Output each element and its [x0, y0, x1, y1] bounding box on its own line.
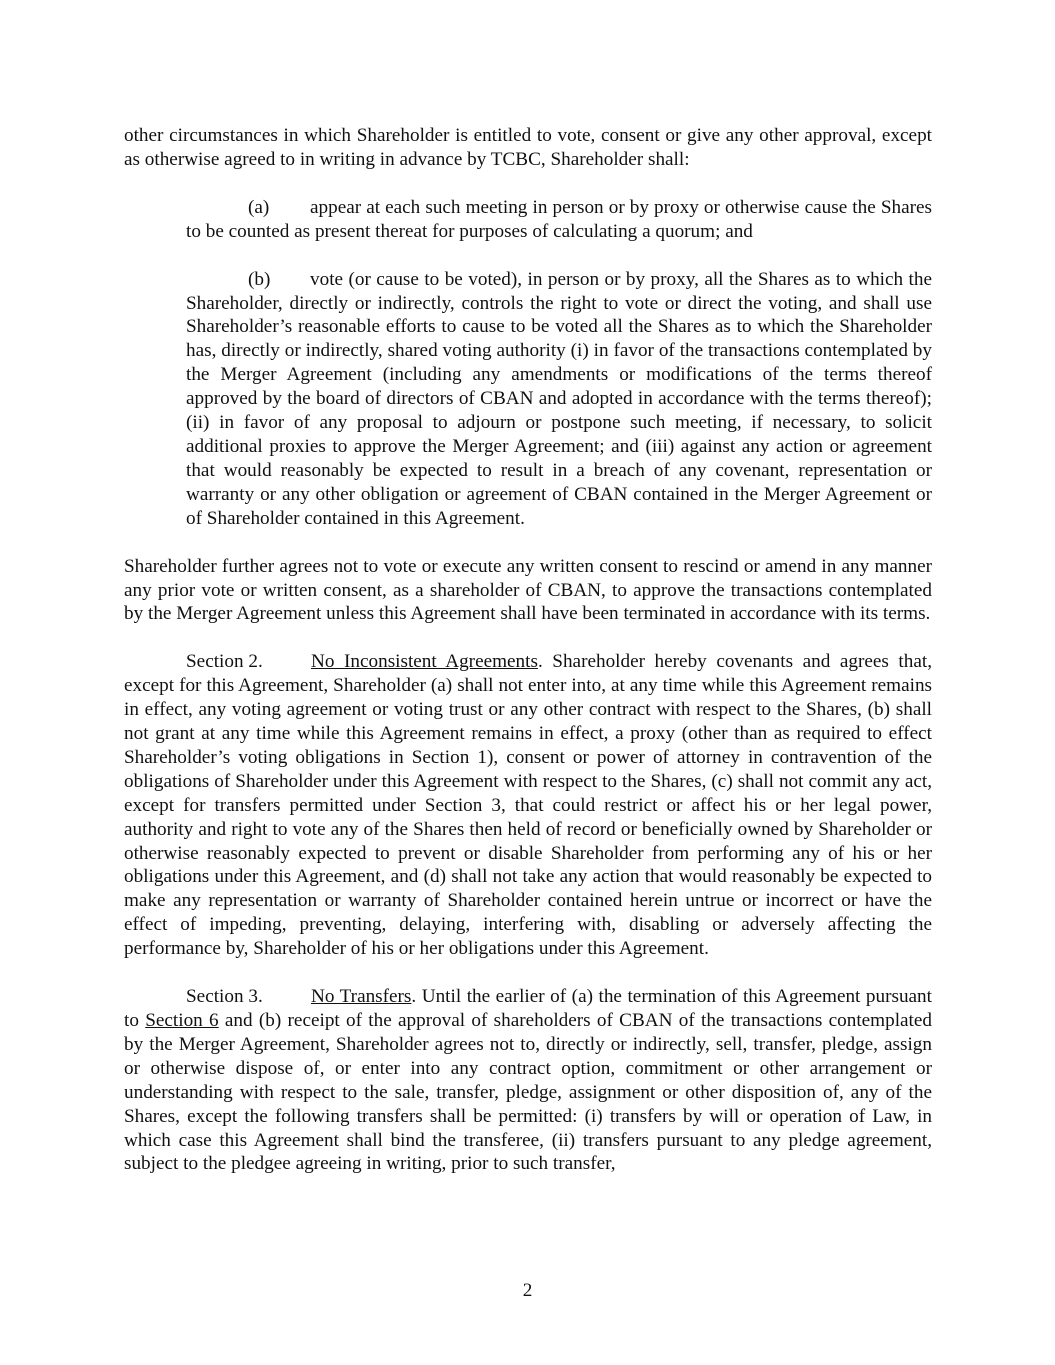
clause-a-text: appear at each such meeting in person or by proxy or otherwise cause the Shares to be counted as present thereat for purposes of calculating a quorum; and: [186, 196, 932, 242]
section-2: [124, 650, 932, 961]
document-body: [124, 124, 932, 1200]
section-2-label: Section 2.: [186, 651, 263, 673]
section-3-text-a: . Until the earlier of (a) the termination of this Agreement pursuant to: [124, 986, 932, 1031]
section-2-title: No Inconsistent Agreements: [311, 651, 538, 673]
section-3-title: No Transfers: [311, 986, 412, 1008]
section-3-label: Section 3.: [186, 986, 263, 1008]
section-6-reference: Section 6: [145, 1010, 219, 1031]
clause-b-text: vote (or cause to be voted), in person or by proxy, all the Shares as to which the Shareholder, directly or indirectly, controls the right to vote or direct the voting, and shall use Shareholder’s reasonable efforts to cause to be voted all the Shares as to which the Shareholder has, directly or indirectly, shared voting authority (i) in favor of the transactions contemplated by the Merger Agreement (including any amendments or modifications of the terms thereof approved by the board of directors of CBAN and adopted in accordance with the terms thereof); (ii) in favor of any proposal to adjourn or postpone such meeting, if necessary, to solicit additional proxies to approve the Merger Agreement; and (iii) against any action or agreement that would reasonably be expected to result in a breach of any covenant, representation or warranty or any other obligation or agreement of CBAN contained in the Merger Agreement or of Shareholder contained in this Agreement.: [186, 268, 932, 529]
clause-b-number: (b): [248, 268, 271, 290]
page-number: 2: [522, 1280, 533, 1301]
section-2-text: . Shareholder hereby covenants and agrees that, except for this Agreement, Shareholder (a) shall not enter into, at any time while this Agreement remains in effect, any voting agreement or voting trust or any other contract with respect to the Shares, (b) shall not grant at any time while this Agreement remains in effect, a proxy (other than as required to effect Shareholder’s voting obligations in Section 1), consent or power of attorney in contravention of the obligations of Shareholder under this Agreement with respect to the Shares, (c) shall not commit any act, except for transfers permitted under Section 3, that could restrict or affect his or her legal power, authority and right to vote any of the Shares then held of record or beneficially owned by Shareholder or otherwise reasonably expected to prevent or disable Shareholder from performing any of his or her obligations under this Agreement, and (d) shall not take any action that would reasonably be expected to make any representation or warranty of Shareholder contained herein untrue or incorrect or have the effect of impeding, preventing, delaying, interfering with, disabling or adversely affecting the performance by, Shareholder of his or her obligations under this Agreement.: [124, 651, 932, 960]
intro-paragraph: other circumstances in which Shareholder is entitled to vote, consent or give any other approval, except as otherwise agreed to in writing in advance by TCBC, Shareholder shall:: [124, 125, 932, 170]
clause-a-number: (a): [248, 196, 270, 218]
section-3-text-b: and (b) receipt of the approval of shareholders of CBAN of the transactions contemplated by the Merger Agreement, Shareholder agrees not to, directly or indirectly, sell, transfer, pledge, assign or otherwise dispose of, or enter into any contract option, commitment or other arrangement or understanding with respect to the sale, transfer, pledge, assignment or other disposition of, any of the Shares, except the following transfers shall be permitted: (i) transfers by will or operation of Law, in which case this Agreement shall bind the transferee, (ii) transfers pursuant to any pledge agreement, subject to the pledgee agreeing in writing, prior to such transfer,: [124, 1010, 932, 1175]
section-3: [124, 985, 932, 1176]
further-agreement-paragraph: Shareholder further agrees not to vote or execute any written consent to rescind or amend in any manner any prior vote or written consent, as a shareholder of CBAN, to approve the transactions contemplated by the Merger Agreement unless this Agreement shall have been terminated in accordance with its terms.: [124, 555, 932, 625]
clause-a: [186, 196, 932, 244]
clause-b: [186, 268, 932, 531]
